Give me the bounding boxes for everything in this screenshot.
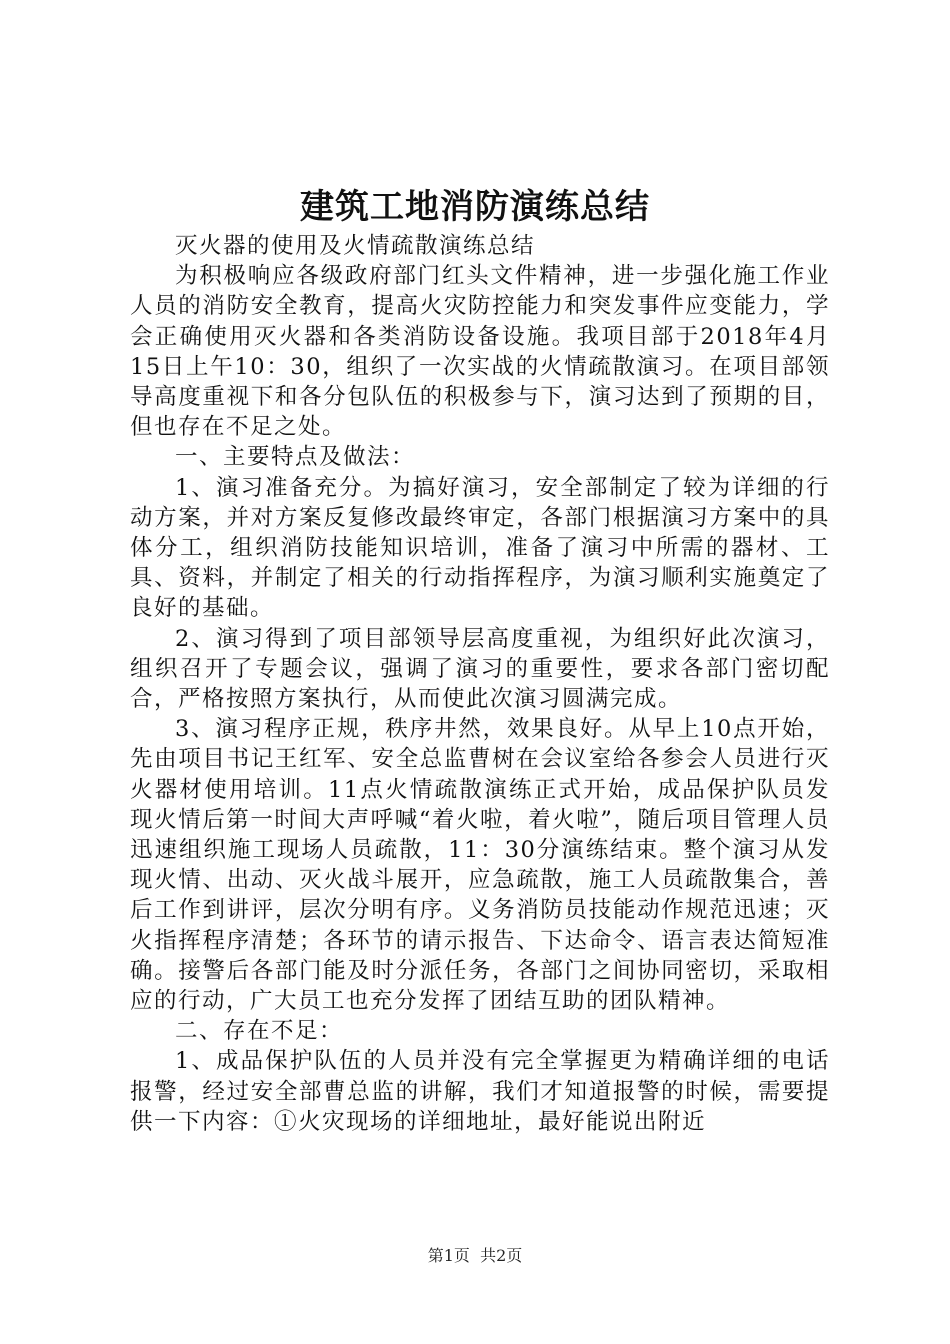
shortcoming-paragraph-1: 1、成品保护队伍的人员并没有完全掌握更为精确详细的电话报警，经过安全部曹总监的讲解，我们才知道报警的时候，需要提供一下内容：①火灾现场的详细地址，最好能说出附近 [130,1048,830,1135]
document-body [130,231,830,1137]
subtitle-paragraph: 灭火器的使用及火情疏散演练总结 [175,233,536,259]
page-footer [0,1244,950,1268]
section-heading-features: 一、主要特点及做法： [175,444,416,471]
page-number-label: 第1页 共2页 [427,1246,523,1265]
intro-paragraph: 为积极响应各级政府部门红头文件精神，进一步强化施工作业人员的消防安全教育，提高火灾防控能力和突发事件应变能力，学会正确使用灭火器和各类消防设备设施。我项目部于2018年4月15日上午10：30，组织了一次实战的火情疏散演习。在项目部领导高度重视下和各分包队伍的积极参与下，演习达到了预期的目，但也存在不足之处。 [130,263,830,441]
document-title: 建筑工地消防演练总结 [300,187,650,227]
feature-paragraph-2: 2、演习得到了项目部领导层高度重视，为组织好此次演习，组织召开了专题会议，强调了演习的重要性，要求各部门密切配合，严格按照方案执行，从而使此次演习圆满完成。 [130,625,830,713]
feature-paragraph-1: 1、演习准备充分。为搞好演习，安全部制定了较为详细的行动方案，并对方案反复修改最终审定，各部门根据演习方案中的具体分工，组织消防技能知识培训，准备了演习中所需的器材、工具、资料，并制定了相关的行动指挥程序，为演习顺利实施奠定了良好的基础。 [130,474,830,622]
section-heading-shortcomings: 二、存在不足： [175,1018,344,1045]
feature-paragraph-3: 3、演习程序正规，秩序井然，效果良好。从早上10点开始，先由项目书记王红军、安全总监曹树在会议室给各参会人员进行灭火器材使用培训。11点火情疏散演练正式开始，成品保护队员发现火情后第一时间大声呼喊“着火啦，着火啦”，随后项目管理人员迅速组织施工现场人员疏散，11：30分演练结束。整个演习从发现火情、出动、灭火战斗展开，应急疏散，施工人员疏散集合，善后工作到讲评，层次分明有序。义务消防员技能动作规范迅速；灭火指挥程序清楚；各环节的请示报告、下达命令、语言表达简短准确。接警后各部门能及时分派任务，各部门之间协同密切，采取相应的行动，广大员工也充分发挥了团结互助的团队精神。 [130,716,830,1015]
